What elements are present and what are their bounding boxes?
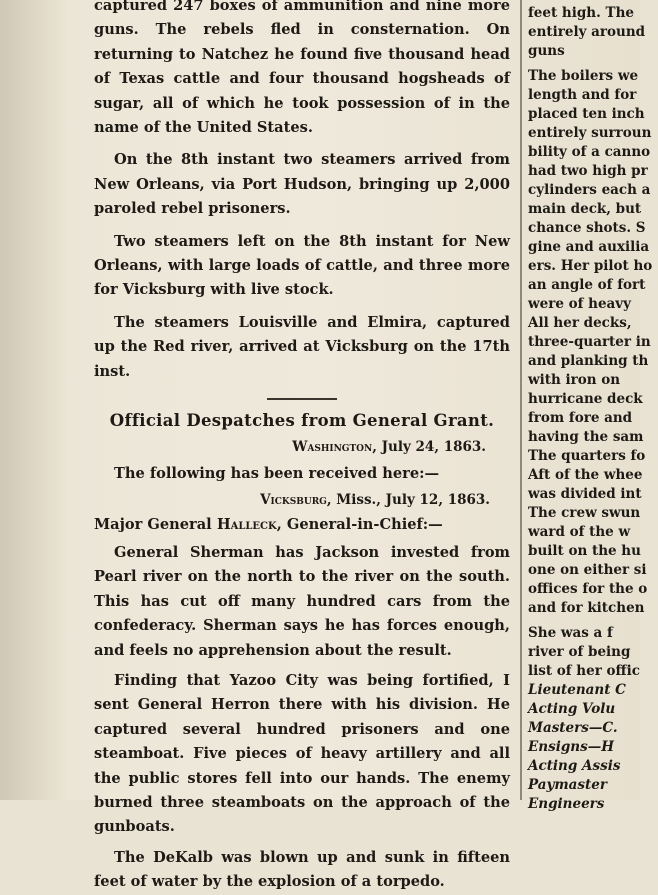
column-line: ers. Her pilot ho <box>528 258 653 274</box>
column-line: main deck, but <box>528 201 642 217</box>
column-line: were of heavy <box>528 296 631 312</box>
salutation-suffix: , General-in-Chief:— <box>276 515 443 533</box>
column-rule <box>520 0 522 800</box>
column-line: Paymaster <box>528 777 607 793</box>
column-line: and for kitchen <box>528 600 645 616</box>
column-line: three-quarter in <box>528 334 651 350</box>
column-line: The boilers we <box>528 68 639 84</box>
dateline-place: Washington, <box>292 439 377 456</box>
column-line: entirely surroun <box>528 125 652 141</box>
column-line: chance shots. S <box>528 220 646 236</box>
column-line: an angle of fort <box>528 277 646 293</box>
column-line: She was a f <box>528 625 613 641</box>
main-column <box>94 0 510 891</box>
received-line: The following has been received here:— <box>114 465 440 483</box>
column-line: cylinders each a <box>528 182 651 198</box>
right-column <box>528 0 658 812</box>
column-line: The crew swun <box>528 505 641 521</box>
column-line: bility of a canno <box>528 144 651 160</box>
column-line: from fore and <box>528 410 633 426</box>
column-line: hurricane deck <box>528 391 643 407</box>
column-line: Acting Volu <box>528 701 616 717</box>
column-line: one on either si <box>528 562 647 578</box>
column-line: Acting Assis <box>528 758 621 774</box>
column-line: ward of the w <box>528 524 631 540</box>
column-line: All her decks, <box>528 315 632 331</box>
column-line: feet high. The <box>528 5 634 21</box>
column-line: Engineers <box>528 796 605 812</box>
column-line: offices for the o <box>528 581 648 597</box>
column-line: and planking th <box>528 353 649 369</box>
column-line: The quarters fo <box>528 448 646 464</box>
column-line: Ensigns—H <box>528 739 614 755</box>
column-line: river of being <box>528 644 631 660</box>
page-left-margin <box>0 0 70 800</box>
column-line: placed ten inch <box>528 106 645 122</box>
top-paragraphs <box>94 0 510 384</box>
section-divider <box>267 398 337 400</box>
article-paragraph: On the 8th instant two steamers arrived from New Orleans, via Port Hudson, bringing up 2,000 paroled rebel prisoners. <box>94 151 510 218</box>
dateline-washington <box>94 434 510 460</box>
column-line: with iron on <box>528 372 621 388</box>
article-paragraph: Two steamers left on the 8th instant for New Orleans, with large loads of cattle, and three more for Vicksburg with live stock. <box>94 232 510 299</box>
column-line: built on the hu <box>528 543 641 559</box>
column-line: guns <box>528 43 565 59</box>
column-line: having the sam <box>528 429 644 445</box>
column-line: list of her offic <box>528 663 640 679</box>
column-line: had two high pr <box>528 163 648 179</box>
column-line: Masters—C. <box>528 720 618 736</box>
column-line: was divided int <box>528 486 642 502</box>
article-paragraph: The steamers Louisville and Elmira, captured up the Red river, arrived at Vicksburg on the 17th inst. <box>94 313 510 380</box>
dateline-date: July 24, 1863. <box>376 439 486 456</box>
article-headline: Official Despatches from General Grant. <box>109 411 495 431</box>
dateline-vicksburg <box>94 487 510 513</box>
salutation-prefix: Major General <box>94 515 217 533</box>
column-line: gine and auxilia <box>528 239 650 255</box>
article-paragraph: Finding that Yazoo City was being fortified, I sent General Herron there with his division. He captured several hundred prisoners and one steamboat. Five pieces of heavy artillery and all the public stores fell into our hands. The enemy burned three steamboats on the approach of the gunboats. <box>94 671 510 836</box>
article-paragraph: captured 247 boxes of ammunition and nine more guns. The rebels fled in consternation. On returning to Natchez he found five thousand head of Texas cattle and four thousand hogsheads of sugar, all of which he took possession of in the name of the United States. <box>94 0 510 137</box>
article-paragraph: The DeKalb was blown up and sunk in fifteen feet of water by the explosion of a torpedo. <box>94 848 510 891</box>
dateline-date: Miss., July 12, 1863. <box>331 491 490 508</box>
salutation <box>94 513 510 537</box>
column-line: Aft of the whee <box>528 467 643 483</box>
column-line: Lieutenant C <box>528 682 626 698</box>
salutation-name: Halleck <box>216 515 277 533</box>
dateline-place: Vicksburg, <box>260 491 332 508</box>
article-paragraph: General Sherman has Jackson invested from Pearl river on the north to the river on the south. This has cut off many hundred cars from the confederacy. Sherman says he has forces enough, and feels no apprehension about the result. <box>94 543 510 659</box>
column-line: entirely around <box>528 24 646 40</box>
column-line: length and for <box>528 87 637 103</box>
